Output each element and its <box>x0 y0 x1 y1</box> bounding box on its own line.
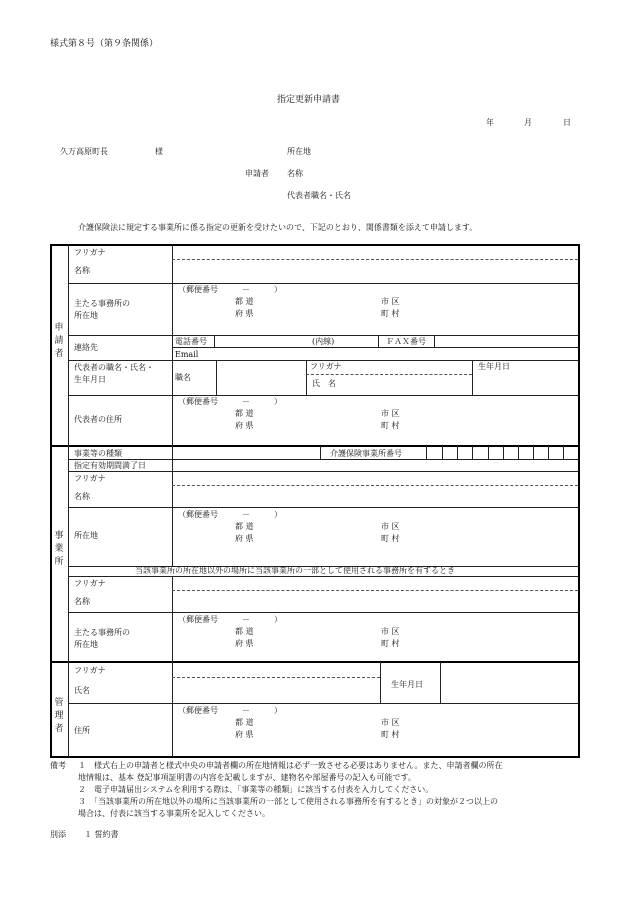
attachment-label: 別添 <box>50 830 66 839</box>
manager-name-label: 氏名 <box>74 686 90 695</box>
header-name-label: 名称 <box>287 169 303 178</box>
phone-label: 電話番号 <box>175 337 207 346</box>
rep-title-label: 職名 <box>175 373 191 382</box>
date-year: 年 <box>486 118 494 127</box>
notes-label: 備考 <box>50 761 66 770</box>
manager-birthdate-label: 生年月日 <box>391 680 423 689</box>
applicant-shiku: 市 区 <box>381 297 400 306</box>
date-month: 月 <box>524 118 532 127</box>
rep-info-label: 代表者の職名・氏名・ <box>74 363 154 372</box>
header-location-label: 所在地 <box>287 147 311 156</box>
note-2: ２ 電子申請届出システムを利用する際は、「事業等の種類」に該当する付表を入力してください。 <box>78 785 434 794</box>
intro-text: 介護保険法に規定する事業所に係る指定の更新を受けたいので、下記のとおり、関係書類を添えて申請します。 <box>78 223 478 232</box>
note-1b: 地情報は、基本 登記事項証明書の内容を記載しますが、建物名や部屋番号の記入も可能です。 <box>78 773 416 782</box>
applicant-name-label: 名称 <box>74 266 90 275</box>
branch-office-label: 主たる事務所の <box>74 628 130 637</box>
rep-shiku: 市 区 <box>381 409 400 418</box>
applicant-fuken: 府 県 <box>235 309 254 318</box>
header-applicant-label: 申請者 <box>245 169 269 178</box>
expiry-label: 指定有効期間満了日 <box>74 461 146 470</box>
business-name-label: 名称 <box>74 492 90 501</box>
branch-office-label-2: 所在地 <box>74 640 98 649</box>
insurance-number-label: 介護保険事業所番号 <box>330 449 402 458</box>
rep-fuken: 府 県 <box>235 421 254 430</box>
fax-label: ＦＡＸ番号 <box>386 337 426 346</box>
applicant-todo: 都 道 <box>235 297 254 306</box>
rep-address-label: 代表者の住所 <box>74 415 122 424</box>
rep-furigana-label: フリガナ <box>310 362 342 371</box>
branch-fuken: 府 県 <box>235 639 254 648</box>
applicant-furigana-label: フリガナ <box>74 248 106 257</box>
rep-todo: 都 道 <box>235 409 254 418</box>
business-todo: 都 道 <box>235 522 254 531</box>
attachment-item: １ 誓約書 <box>84 830 119 839</box>
note-3a: ３ 「当該事業所の所在地以外の場所に当該事業所の一部として使用される事務所を有するとき」の対象が２つ以上の <box>78 797 498 806</box>
section-applicant-label: 申 請 者 <box>54 323 64 359</box>
date-day: 日 <box>563 118 571 127</box>
note-1a: １ 様式右上の申請者と様式中央の申請者欄の所在地情報は必ず一致させる必要はありません。また、申請者欄の所在 <box>78 761 503 770</box>
applicant-postal: （郵便番号 － ） <box>178 285 282 294</box>
note-3b: 場合は、付表に該当する事業所を記入してください。 <box>78 809 270 818</box>
form-number: 様式第８号（第９条関係） <box>50 39 159 49</box>
rep-info-label-2: 生年月日 <box>74 375 106 384</box>
manager-furigana-label: フリガナ <box>74 666 106 675</box>
business-chouson: 町 村 <box>381 534 400 543</box>
business-shiku: 市 区 <box>381 522 400 531</box>
addressee-name: 久万高原町長 <box>60 147 108 156</box>
section-manager-label: 管 理 者 <box>54 698 64 734</box>
header-rep-label: 代表者職名・氏名 <box>287 191 351 200</box>
rep-postal: （郵便番号 － ） <box>178 397 282 406</box>
applicant-office-label: 主たる事務所の <box>74 299 130 308</box>
business-postal: （郵便番号 － ） <box>178 510 282 519</box>
business-fuken: 府 県 <box>235 534 254 543</box>
extension-label: (内線) <box>312 337 335 346</box>
rep-chouson: 町 村 <box>381 421 400 430</box>
branch-todo: 都 道 <box>235 627 254 636</box>
manager-fuken: 府 県 <box>235 730 254 739</box>
manager-todo: 都 道 <box>235 718 254 727</box>
manager-chouson: 町 村 <box>381 730 400 739</box>
business-location-label: 所在地 <box>74 531 98 540</box>
manager-postal: （郵便番号 － ） <box>178 706 282 715</box>
branch-postal: （郵便番号 － ） <box>178 615 282 624</box>
other-location-note: 当該事業所の所在地以外の場所に当該事業所の一部として使用される事務所を有するとき <box>135 566 455 575</box>
manager-address-label: 住所 <box>74 726 90 735</box>
contact-label: 連絡先 <box>74 343 98 352</box>
applicant-office-label-2: 所在地 <box>74 311 98 320</box>
addressee-honorific: 様 <box>155 147 163 156</box>
branch-furigana-label: フリガナ <box>74 579 106 588</box>
applicant-chouson: 町 村 <box>381 309 400 318</box>
branch-name-label: 名称 <box>74 597 90 606</box>
branch-shiku: 市 区 <box>381 627 400 636</box>
page-title: 指定更新申請書 <box>277 95 341 105</box>
branch-chouson: 町 村 <box>381 639 400 648</box>
business-type-label: 事業等の種類 <box>74 449 122 458</box>
business-furigana-label: フリガナ <box>74 474 106 483</box>
rep-shimei-label: 氏 名 <box>312 379 336 388</box>
rep-birthdate-label: 生年月日 <box>478 362 510 371</box>
section-business-label: 事 業 所 <box>54 531 64 567</box>
email-label: Email <box>175 350 199 359</box>
manager-shiku: 市 区 <box>381 718 400 727</box>
